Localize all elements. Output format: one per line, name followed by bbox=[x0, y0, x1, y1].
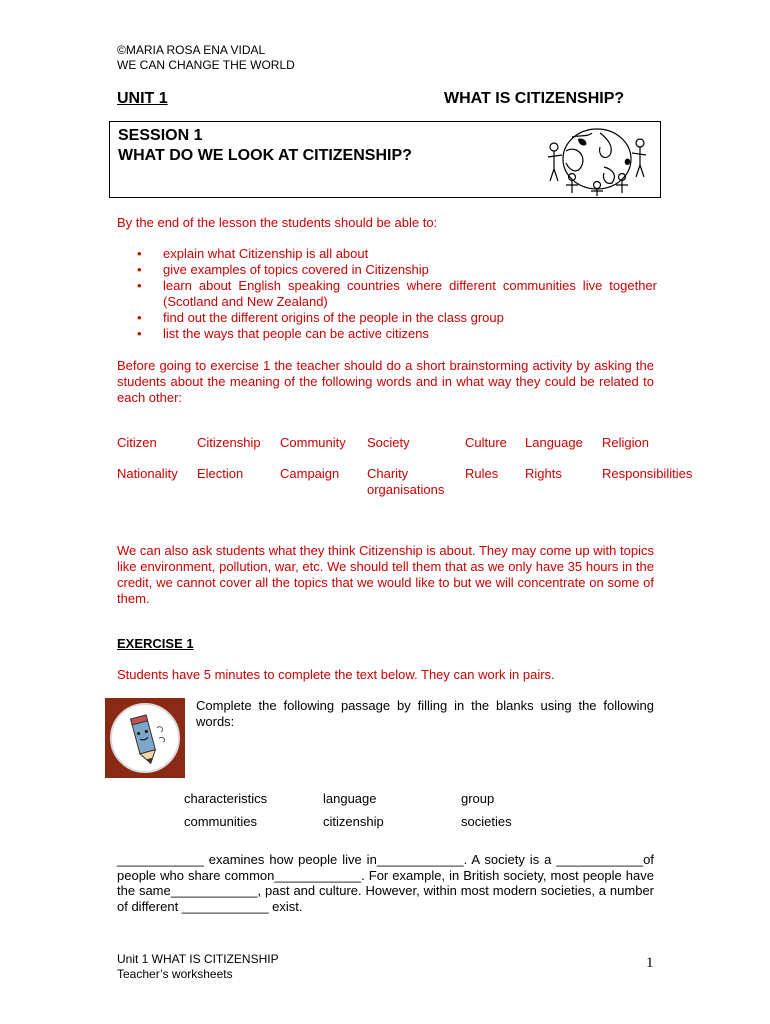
word-bank-item: characteristics bbox=[184, 791, 268, 806]
brainstorm-word: Community bbox=[280, 435, 346, 450]
word-bank-item: language bbox=[323, 791, 377, 806]
brainstorm-word: Nationality bbox=[117, 466, 178, 481]
unit-title: WHAT IS CITIZENSHIP? bbox=[444, 90, 625, 107]
footer-worksheets: Teacher’s worksheets bbox=[117, 967, 233, 981]
exercise-instruction: Students have 5 minutes to complete the text below. They can work in pairs. bbox=[117, 667, 555, 682]
document-header bbox=[117, 43, 295, 73]
objectives-intro: By the end of the lesson the students should be able to: bbox=[117, 215, 438, 230]
page-number: 1 bbox=[646, 955, 654, 971]
word-bank-item: communities bbox=[184, 814, 257, 829]
objective-item: • explain what Citizenship is all about bbox=[117, 246, 657, 262]
unit-label: UNIT 1 bbox=[117, 90, 168, 107]
objective-item: • give examples of topics covered in Citizenship bbox=[117, 262, 657, 278]
brainstorm-word: Religion bbox=[602, 435, 649, 450]
exercise-title: EXERCISE 1 bbox=[117, 636, 194, 651]
session-heading bbox=[118, 126, 412, 166]
word-bank-item: citizenship bbox=[323, 814, 384, 829]
brainstorm-word: Culture bbox=[465, 435, 507, 450]
footer-unit: Unit 1 WHAT IS CITIZENSHIP bbox=[117, 952, 279, 966]
session-number: SESSION 1 bbox=[118, 127, 203, 144]
brainstorm-word: Responsibilities bbox=[602, 466, 693, 481]
brainstorm-word: Election bbox=[197, 466, 244, 481]
objective-item: • learn about English speaking countries where different communities live together (Scotland and New Zealand) bbox=[117, 278, 657, 310]
word-bank-item: group bbox=[461, 791, 495, 806]
brainstorm-word: Rules bbox=[465, 466, 499, 481]
word-bank-item: societies bbox=[461, 814, 512, 829]
pencil-badge-icon bbox=[105, 698, 185, 778]
brainstorm-word: Campaign bbox=[280, 466, 340, 481]
brainstorm-word: Citizenship bbox=[197, 435, 261, 450]
globe-with-people-icon bbox=[542, 125, 652, 197]
brainstorm-word: Society bbox=[367, 435, 410, 450]
project-line: WE CAN CHANGE THE WORLD bbox=[117, 58, 295, 72]
document-footer bbox=[117, 952, 279, 982]
teacher-note: We can also ask students what they think Citizenship is about. They may come up with topics like environment, pollution, war, etc. We should tell them that as we only have 35 hours in the credit, we cannot cover all the topics that we would like to but we will concentrate on some of them. bbox=[117, 543, 654, 606]
brainstorm-intro: Before going to exercise 1 the teacher should do a short brainstorming activity by asking the students about the meaning of the following words and in what way they could be related to each other: bbox=[117, 358, 654, 405]
exercise-task: Complete the following passage by filling in the blanks using the following words: bbox=[196, 698, 654, 729]
author-line: ©MARIA ROSA ENA VIDAL bbox=[117, 43, 266, 57]
objective-item: • find out the different origins of the people in the class group bbox=[117, 310, 657, 326]
objectives-list bbox=[117, 246, 657, 342]
objective-item: • list the ways that people can be active citizens bbox=[117, 326, 657, 342]
brainstorm-word: Charity organisations bbox=[367, 466, 445, 497]
fill-in-passage: ____________ examines how people live in____________. A society is a ____________of people who share common____________. For example, in British society, most people have the same____________, past and culture. However, within most modern societies, a number of different ____________ exist. bbox=[117, 852, 654, 914]
session-title: WHAT DO WE LOOK AT CITIZENSHIP? bbox=[118, 147, 412, 164]
brainstorm-word: Rights bbox=[525, 466, 562, 481]
brainstorm-word: Citizen bbox=[117, 435, 157, 450]
brainstorm-word: Language bbox=[525, 435, 583, 450]
session-box bbox=[109, 121, 661, 198]
